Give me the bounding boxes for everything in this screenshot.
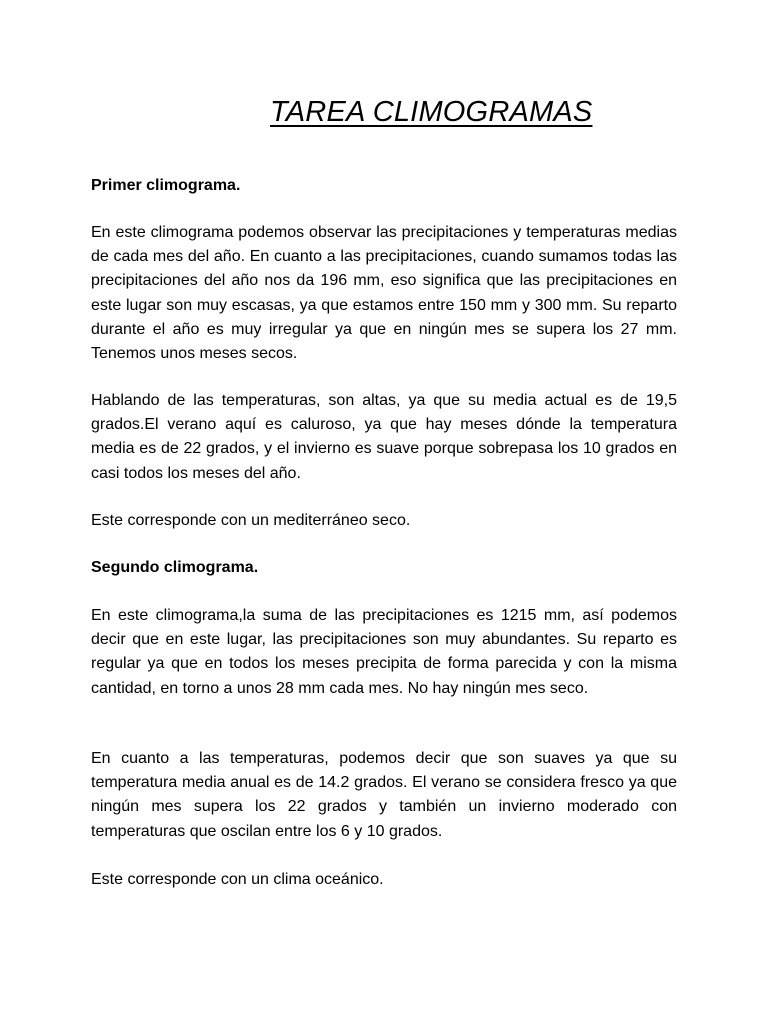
paragraph-temperaturas-2: En cuanto a las temperaturas, podemos decir que son suaves ya que su temperatura media anual es de 14.2 grados. El verano se considera fresco ya que ningún mes supera los 22 grados y también un invierno moderado con temperaturas que oscilan entre los 6 y 10 grados. (91, 750, 677, 840)
paragraph-temperaturas-1: Hablando de las temperaturas, son altas, ya que su media actual es de 19,5 grados.El verano aquí es caluroso, ya que hay meses dónde la temperatura media es de 22 grados, y el invierno es suave porque sobrepasa los 10 grados en casi todos los meses del año. (91, 392, 677, 482)
page-title: TAREA CLIMOGRAMAS (270, 96, 593, 128)
section-heading-segundo-climograma: Segundo climograma. (91, 559, 259, 576)
paragraph-precipitaciones-1: En este climograma podemos observar las precipitaciones y temperaturas medias de cada mes del año. En cuanto a las precipitaciones, cuando sumamos todas las precipitaciones del año nos da 196 mm, eso significa que las precipitaciones en este lugar son muy escasas, ya que estamos entre 150 mm y 300 mm. Su reparto durante el año es muy irregular ya que en ningún mes se supera los 27 mm. Tenemos unos meses secos. (91, 224, 677, 363)
conclusion-1: Este corresponde con un mediterráneo seco. (91, 512, 411, 529)
paragraph-precipitaciones-2: En este climograma,la suma de las precipitaciones es 1215 mm, así podemos decir que en este lugar, las precipitaciones son muy abundantes. Su reparto es regular ya que en todos los meses precipita de forma parecida y con la misma cantidad, en torno a unos 28 mm cada mes. No hay ningún mes seco. (91, 607, 677, 697)
conclusion-2: Este corresponde con un clima oceánico. (91, 871, 384, 888)
section-heading-primer-climograma: Primer climograma. (91, 177, 241, 194)
